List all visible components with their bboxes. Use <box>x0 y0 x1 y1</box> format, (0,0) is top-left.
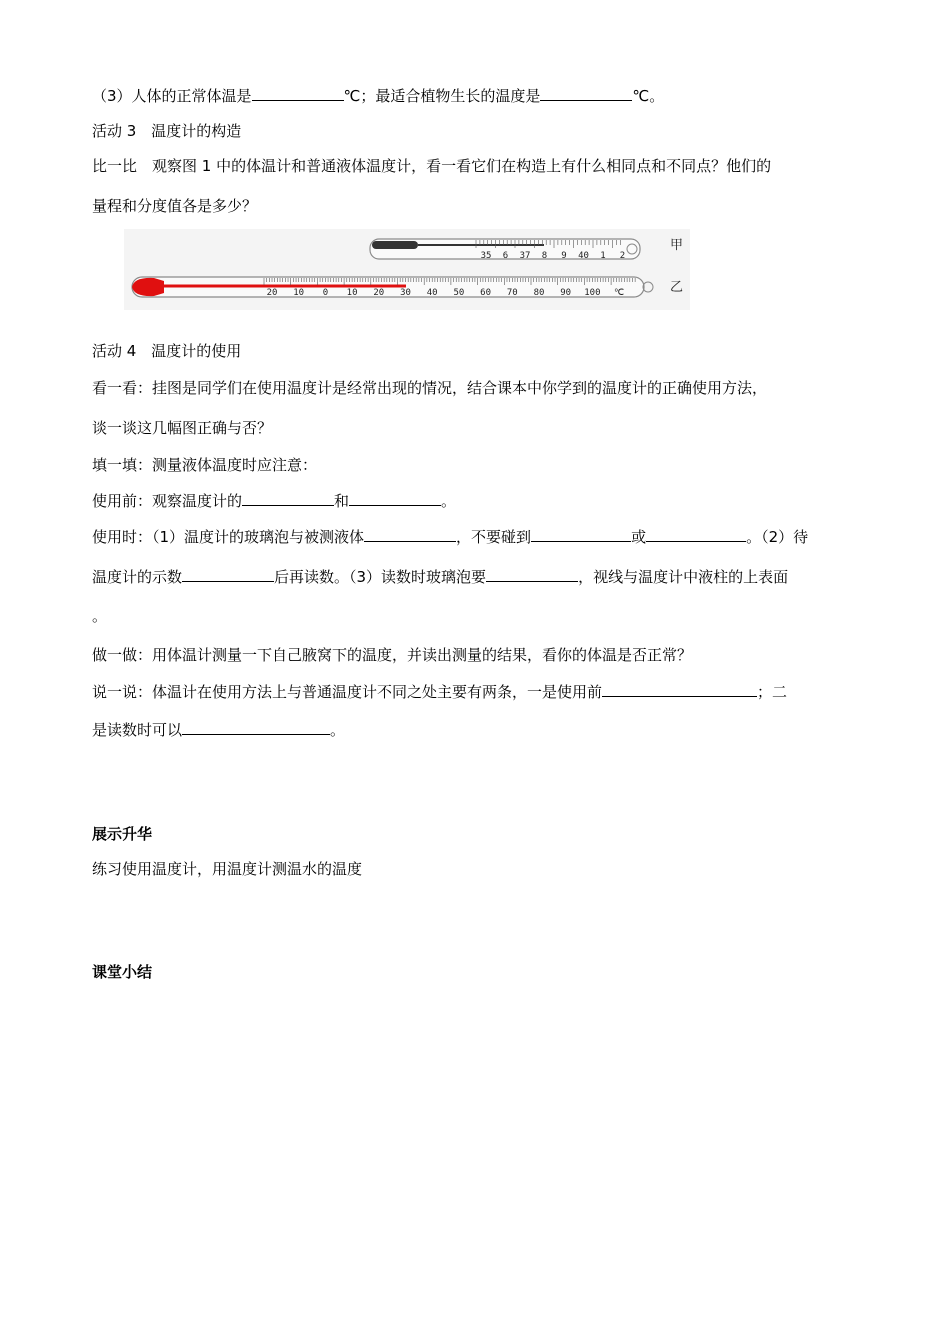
label-yi: 乙 <box>670 280 684 295</box>
answer-blank[interactable] <box>602 682 757 697</box>
thermometer-figure <box>124 229 690 310</box>
lab-tick-label: 10 <box>346 288 358 298</box>
lab-tick-label: 30 <box>400 288 411 298</box>
lab-tick-label: 70 <box>506 288 518 298</box>
lab-tick-label: 50 <box>453 288 465 298</box>
text: ℃。 <box>632 87 665 105</box>
text: 或 <box>631 528 647 546</box>
text: 。（2）待 <box>746 528 809 546</box>
clinical-tick-label: 35 <box>480 251 492 261</box>
answer-blank[interactable] <box>182 567 274 582</box>
answer-blank[interactable] <box>252 86 344 101</box>
lab-tick-label: 20 <box>373 288 385 298</box>
lab-thermometer <box>132 277 683 298</box>
clinical-tick-label: 9 <box>561 251 567 261</box>
practice-text: 练习使用温度计，用温度计测温水的温度 <box>92 860 363 878</box>
clinical-tick-label: 8 <box>541 251 548 261</box>
clinical-thermometer <box>370 238 683 261</box>
answer-blank[interactable] <box>182 720 330 735</box>
compare-text: 比一比 观察图 1 中的体温计和普通液体温度计，看一看它们在构造上有什么相同点和不同点？他们的 <box>92 157 772 175</box>
lab-tick-label: 60 <box>480 288 492 298</box>
text: 是读数时可以 <box>92 721 183 739</box>
text: 温度计的示数 <box>92 568 183 586</box>
fill-heading: 填一填：测量液体温度时应注意： <box>92 456 318 474</box>
lab-tick-label: 20 <box>266 288 278 298</box>
lab-tick-label: 40 <box>426 288 438 298</box>
text: 。 <box>330 721 346 739</box>
activity4-heading: 活动 4 温度计的使用 <box>92 342 242 360</box>
text: 使用前：观察温度计的 <box>92 492 243 510</box>
text: （3）人体的正常体温是 <box>92 87 252 105</box>
answer-blank[interactable] <box>540 86 632 101</box>
before-use-line <box>92 491 456 511</box>
look-text: 看一看：挂图是同学们在使用温度计是经常出现的情况，结合课本中你学到的温度计的正确使用方法， <box>92 379 768 397</box>
say-line-2 <box>92 720 345 740</box>
clinical-tick-label: 40 <box>578 251 589 261</box>
lab-tick-label: 90 <box>560 288 572 298</box>
text: ；二 <box>757 683 788 701</box>
reading-line <box>92 567 788 587</box>
q3-line <box>92 86 664 106</box>
answer-blank[interactable] <box>531 527 631 542</box>
answer-blank[interactable] <box>486 567 578 582</box>
say-line <box>92 682 787 702</box>
lab-tick-label: 0 <box>322 288 329 298</box>
lab-tick-label: 80 <box>533 288 545 298</box>
clinical-tick-label: 37 <box>519 251 531 261</box>
text: 和 <box>334 492 350 510</box>
section-heading-summary: 课堂小结 <box>92 963 153 981</box>
lab-tick-label: 100 <box>584 288 601 298</box>
compare-text-2: 量程和分度值各是多少？ <box>92 197 258 215</box>
text: 。 <box>441 492 457 510</box>
discuss-text: 谈一谈这几幅图正确与否？ <box>92 419 273 437</box>
text: ，视线与温度计中液柱的上表面 <box>578 568 789 586</box>
text: ℃；最适合植物生长的温度是 <box>343 87 541 105</box>
activity3-heading: 活动 3 温度计的构造 <box>92 122 242 140</box>
answer-blank[interactable] <box>646 527 746 542</box>
text: 说一说：体温计在使用方法上与普通温度计不同之处主要有两条，一是使用前 <box>92 683 603 701</box>
section-heading-show: 展示升华 <box>92 825 153 843</box>
during-use-line <box>92 527 808 547</box>
clinical-tick-label: 1 <box>600 251 606 261</box>
text: ，不要碰到 <box>456 528 532 546</box>
period-line: 。 <box>92 607 108 625</box>
text: 后再读数。（3）读数时玻璃泡要 <box>274 568 487 586</box>
answer-blank[interactable] <box>364 527 456 542</box>
answer-blank[interactable] <box>349 491 441 506</box>
do-text: 做一做：用体温计测量一下自己腋窝下的温度，并读出测量的结果，看你的体温是否正常？ <box>92 646 693 664</box>
lab-tick-label: ℃ <box>614 288 625 298</box>
clinical-tick-label: 6 <box>502 251 509 261</box>
answer-blank[interactable] <box>242 491 334 506</box>
clinical-tick-label: 2 <box>619 251 626 261</box>
label-jia: 甲 <box>670 238 684 253</box>
text: 使用时：（1）温度计的玻璃泡与被测液体 <box>92 528 365 546</box>
lab-tick-label: 10 <box>293 288 305 298</box>
